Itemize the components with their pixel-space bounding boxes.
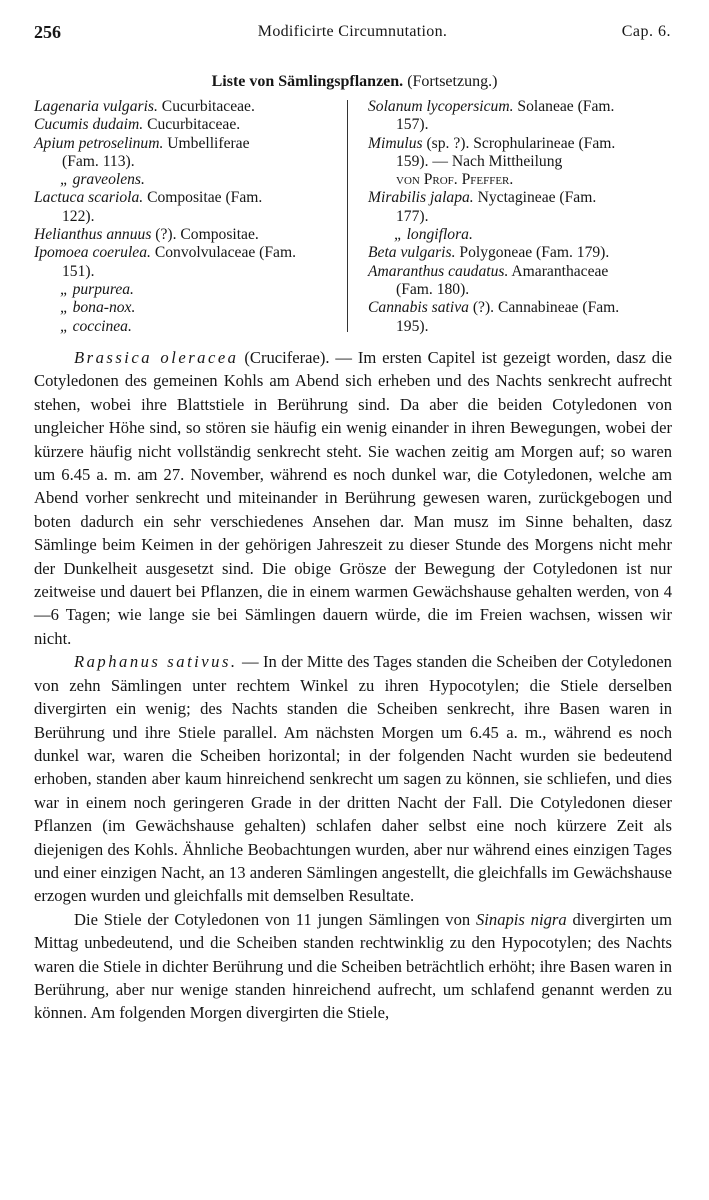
running-title: Modificirte Circumnutation. xyxy=(257,23,448,40)
list-item xyxy=(34,171,342,189)
family-text: Polygoneae (Fam. 179). xyxy=(459,244,610,262)
list-item xyxy=(34,281,342,299)
paragraph-text: — In der Mitte des Tages standen die Scheiben der Cotyledonen von zehn Sämlingen unter rechtem Winkel zu ihren Hypocotylen; die Stiele derselben divergirten ein wenig; des Nachts standen die Scheiben senkrecht, ihre Basen waren in Berührung und ihre Stiele parallel. Am nächsten Morgen um 6.45 a. m., während es noch dunkel war, waren die Scheiben horizontal; in der folgenden Nacht wurden sie bedeutend erhoben, standen aber kaum hinreichend senkrecht um sagen zu können, sie schliefen, und dies war in einem noch geringeren Grade in der dritten Nacht der Fall. Die Cotyledonen dieser Pflanzen (im Gewächshause gehalten) schlafen daher selbst eine noch kürzere Zeit als diejenigen des Kohls. Ähnliche Beobachtungen wurden, aber nur während eines einzigen Tages und einer einzigen Nacht, an 13 anderen Sämlingen angestellt, die gleichfalls im Gewächshause erzogen wurden und gleichfalls mit demselben Resultate. xyxy=(34,652,672,906)
species-name: Apium petroselinum. xyxy=(34,134,164,152)
family-continuation: 159). — Nach Mittheilung xyxy=(396,152,563,170)
family-text: Solaneae (Fam. xyxy=(517,98,615,115)
list-column-right xyxy=(368,98,672,336)
body-text xyxy=(34,346,672,1025)
family-text: Cucurbitaceae. xyxy=(147,116,241,134)
list-item xyxy=(368,189,672,226)
species-name: „ longiflora. xyxy=(394,226,473,244)
list-title-suffix: (Fortsetzung.) xyxy=(407,73,498,90)
family-text: (sp. ?). Scrophularineae (Fam. xyxy=(426,134,616,152)
list-item xyxy=(34,299,342,317)
species-name: „ graveolens. xyxy=(60,171,145,189)
family-continuation: 157). xyxy=(396,116,429,134)
species-name: Helianthus annuus xyxy=(34,226,152,244)
list-item xyxy=(34,226,342,244)
paragraph-raphanus xyxy=(34,650,672,907)
species-name: Sinapis nigra xyxy=(476,909,567,929)
chapter-label: Cap. 6. xyxy=(621,23,671,40)
family-text: Amaranthaceae xyxy=(511,262,609,280)
paragraph-brassica xyxy=(34,346,672,650)
list-item xyxy=(368,171,672,189)
family-text: Umbelliferae xyxy=(167,134,250,152)
family-continuation: 195). xyxy=(396,317,429,335)
species-name: Solanum lycopersicum. xyxy=(368,98,514,115)
list-item xyxy=(368,98,672,135)
family-continuation: (Fam. 180). xyxy=(396,280,470,298)
list-item xyxy=(368,263,672,300)
species-name: Lagenaria vulgaris. xyxy=(34,98,158,115)
paragraph-text: divergirten um Mittag unbedeutend, und die Scheiben standen rechtwinklig zu den Hypocotylen; des Nachts waren die Stiele in dichter Berührung und die Scheiben beträchtlich erhöht; ihre Basen waren in Berührung, aber nur wenige standen hinreichend aufrecht, um schlafend genannt werden zu können. Am folgenden Morgen divergirten die Stiele, xyxy=(34,909,672,1023)
species-name: Amaranthus caudatus. xyxy=(368,262,509,280)
species-heading: Raphanus sativus. xyxy=(74,652,238,672)
family-continuation: 151). xyxy=(62,262,95,280)
list-item xyxy=(368,135,672,172)
list-item xyxy=(34,244,342,281)
attribution-line: von Prof. Pfeffer. xyxy=(396,171,514,189)
family-text: Convolvulaceae (Fam. xyxy=(154,244,296,262)
species-name: Ipomoea coerulea. xyxy=(34,244,151,262)
list-item xyxy=(368,244,672,262)
list-item xyxy=(368,226,672,244)
species-name: Mimulus xyxy=(368,134,423,152)
paragraph-sinapis xyxy=(34,908,672,1025)
list-title-bold: Liste von Sämlingspflanzen. xyxy=(211,73,404,90)
family-text: Cucurbitaceae. xyxy=(161,98,255,115)
species-name: Mirabilis jalapa. xyxy=(368,189,474,207)
family-text: (?). Compositae. xyxy=(155,226,259,244)
list-title xyxy=(0,72,709,92)
family-continuation: (Fam. 113). xyxy=(62,152,135,170)
species-heading: Brassica oleracea xyxy=(74,348,239,367)
family-text: (?). Cannabineae (Fam. xyxy=(472,299,620,317)
species-name: Cucumis dudaim. xyxy=(34,116,144,134)
family-text: Compositae (Fam. xyxy=(147,189,263,207)
family-continuation: 177). xyxy=(396,207,429,225)
list-item xyxy=(34,116,342,134)
paragraph-text: (Cruciferae). — Im ersten Capitel ist gezeigt worden, dasz die Cotyledonen des gemeinen Kohls am Abend sich erheben und des Nachts senkrecht aufrecht stehen, wobei ihre Blattstiele in Berührung sind. Da aber die beiden Cotyledonen von ungleicher Höhe sind, so stören sie häufig ein wenig einander in ihren Bewegungen, wobei der kürzere häufig nicht vollständig senkrecht steht. Sie wachen zeitig am Morgen auf; so waren um 6.45 a. m. am 27. November, während es noch dunkel war, die Cotyledonen, welche am Abend vorher senkrecht und miteinander in Berührung gewesen waren, zurückgebogen und boten dadurch ein sehr verschiedenes Ansehen dar. Man musz im Sinne behalten, dasz Sämlinge beim Keimen in der gehörigen Jahreszeit zu dieser Stunde des Morgens nicht mehr der Dunkelheit ausgesetzt sind. Die obige Grösze der Bewegung der Cotyledonen ist nur zeitweise und dauert bei Pflanzen, die in einem warmen Gewächshause gehalten werden, von 4—6 Tagen; wie lange sie bei Sämlingen dauern würde, die im Freien wachsen, wissen wir nicht. xyxy=(34,348,673,648)
list-item xyxy=(34,318,342,336)
species-name: „ purpurea. xyxy=(60,280,134,298)
family-text: Nyctagineae (Fam. xyxy=(477,189,597,207)
family-continuation: 122). xyxy=(62,207,95,225)
page-number: 256 xyxy=(34,22,61,42)
species-name: „ bona-nox. xyxy=(60,299,136,317)
list-item xyxy=(34,189,342,226)
species-name: Beta vulgaris. xyxy=(368,244,456,262)
species-name: Cannabis sativa xyxy=(368,299,469,317)
paragraph-text: Die Stiele der Cotyledonen von 11 jungen Sämlingen von xyxy=(74,909,471,929)
list-item xyxy=(34,98,342,116)
column-divider xyxy=(347,100,348,332)
list-item xyxy=(368,299,672,336)
list-item xyxy=(34,135,342,172)
species-name: Lactuca scariola. xyxy=(34,189,144,207)
species-name: „ coccinea. xyxy=(60,317,132,335)
list-column-left xyxy=(34,98,342,336)
